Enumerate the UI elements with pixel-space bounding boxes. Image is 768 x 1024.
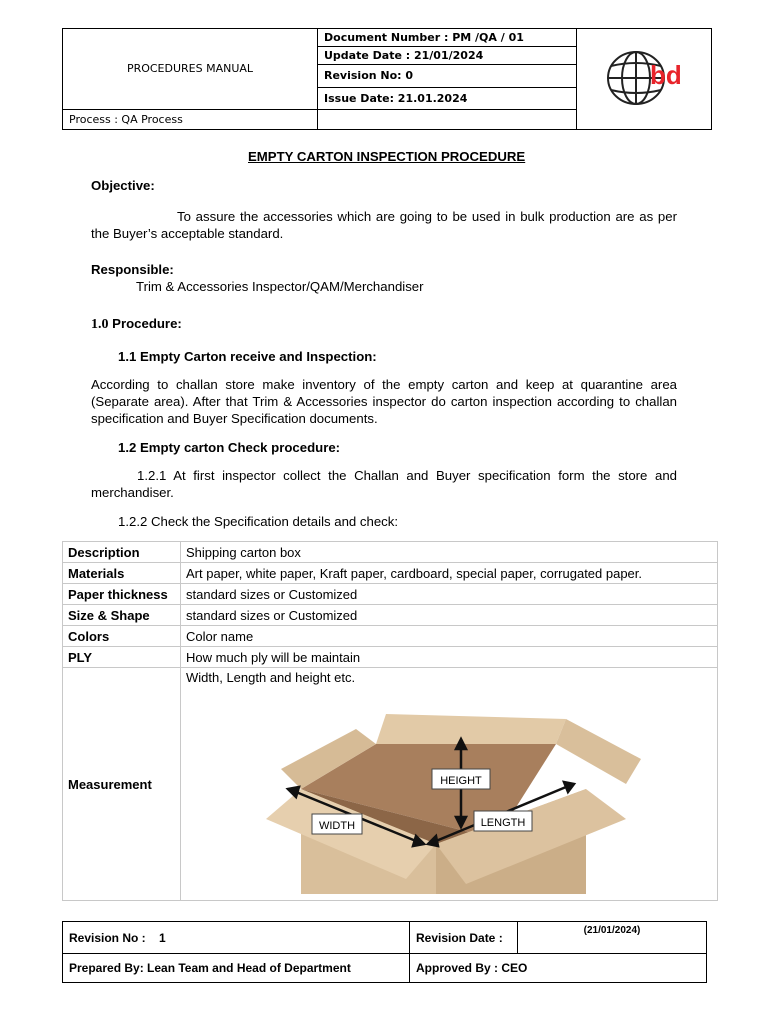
height-label: HEIGHT (440, 775, 482, 787)
carton-measurement-illustration (266, 689, 646, 894)
section-1-1-heading: 1.1 Empty Carton receive and Inspection: (118, 349, 377, 364)
responsible-heading: Responsible: (91, 262, 174, 277)
revision-footer-table (62, 921, 707, 983)
procedure-heading-text: Procedure: (112, 316, 182, 331)
objective-heading: Objective: (91, 178, 155, 193)
spec-value: Shipping carton box (181, 542, 718, 563)
revision-no-label: Revision No : (69, 930, 146, 945)
spec-key: Paper thickness (63, 584, 181, 605)
logo-cell (577, 29, 712, 130)
section-1-1-text: According to challan store make inventory of the empty carton and keep at quarantine area (Separate area). After that Trim & Accessories inspector do carton inspection according to challan specification and Buyer Specification documents. (91, 377, 677, 426)
spec-key: Measurement (63, 668, 181, 901)
manual-title: PROCEDURES MANUAL (63, 29, 318, 110)
prepared-by: Prepared By: Lean Team and Head of Department (63, 954, 410, 983)
table-row (63, 668, 718, 901)
section-1-2-heading: 1.2 Empty carton Check procedure: (118, 440, 341, 455)
spec-value: standard sizes or Customized (181, 605, 718, 626)
specification-table (62, 541, 718, 901)
process-label: Process : QA Process (63, 109, 318, 129)
procedure-number: 1.0 (91, 317, 109, 332)
revision-date-value: (21/01/2024) (518, 922, 707, 954)
width-label: WIDTH (318, 820, 356, 832)
update-date: Update Date : 21/01/2024 (318, 47, 577, 65)
table-row (63, 626, 718, 647)
measurement-cell (181, 668, 718, 901)
table-row (63, 563, 718, 584)
table-row (63, 542, 718, 563)
spec-value: standard sizes or Customized (181, 584, 718, 605)
procedure-heading (91, 315, 182, 333)
spec-value: Art paper, white paper, Kraft paper, cardboard, special paper, corrugated paper. (181, 563, 718, 584)
revision-no: Revision No: 0 (318, 65, 577, 87)
approved-by: Approved By : CEO (410, 954, 707, 983)
logo-text: bd (650, 59, 682, 90)
spec-key: Size & Shape (63, 605, 181, 626)
document-number: Document Number : PM /QA / 01 (318, 29, 577, 47)
spec-key: Colors (63, 626, 181, 647)
process-empty-cell (318, 109, 577, 129)
document-header-table (62, 28, 712, 130)
table-row (63, 605, 718, 626)
revision-no-value: 1 (159, 930, 166, 945)
objective-text: To assure the accessories which are going to be used in bulk production are as per the Buyer’s acceptable standard. (91, 209, 677, 241)
responsible-text: Trim & Accessories Inspector/QAM/Merchandiser (136, 279, 424, 294)
spec-value: How much ply will be maintain (181, 647, 718, 668)
document-title: EMPTY CARTON INSPECTION PROCEDURE (248, 149, 526, 164)
section-1-2-1-text: 1.2.1 At first inspector collect the Challan and Buyer specification form the store and merchandiser. (91, 468, 677, 500)
section-1-2-2-text: 1.2.2 Check the Specification details and check: (118, 514, 399, 529)
table-row (63, 647, 718, 668)
spec-value: Width, Length and height etc. (186, 670, 356, 685)
revision-date-label: Revision Date : (410, 922, 518, 954)
length-label: LENGTH (480, 817, 526, 829)
spec-value: Color name (181, 626, 718, 647)
issue-date: Issue Date: 21.01.2024 (318, 87, 577, 109)
spec-key: Description (63, 542, 181, 563)
spec-key: Materials (63, 563, 181, 584)
table-row (63, 584, 718, 605)
spec-key: PLY (63, 647, 181, 668)
revision-no-cell (63, 922, 410, 954)
globe-logo-icon (598, 44, 690, 112)
